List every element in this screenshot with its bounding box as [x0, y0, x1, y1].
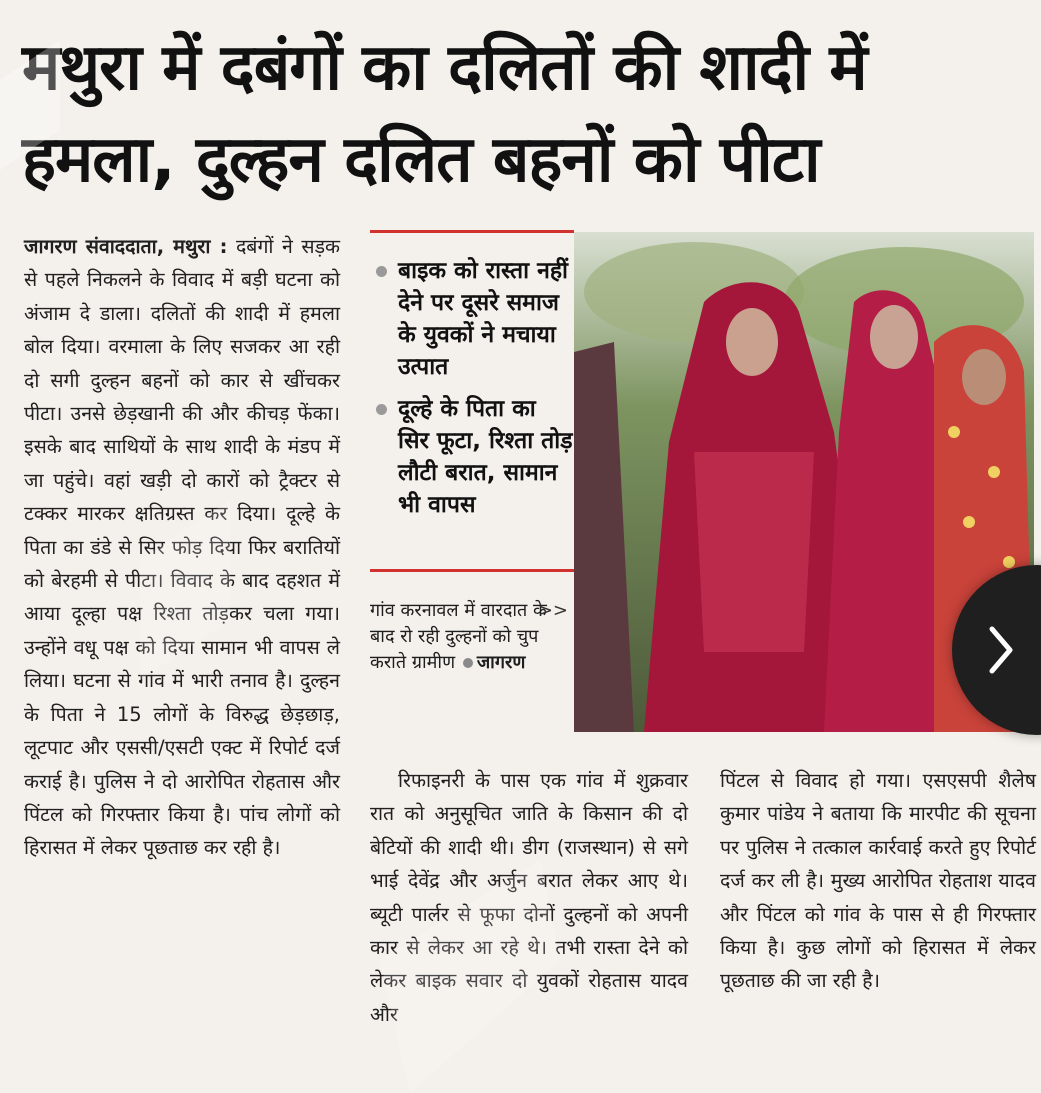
photo-caption — [370, 598, 574, 676]
story-text-2: रिफाइनरी के पास एक गांव में शुक्रवार रात को अनुसूचित जाति के किसान की दो बेटियों की शादी थी। डीग (राजस्थान) से सगे भाई देवेंद्र और अर्जुन बरात लेकर आए थे। ब्यूटी पार्लर से फूफा दोनों दुल्हनों को अपनी कार से लेकर आ रहे थे। तभी रास्ता देने को लेकर बाइक सवार दो युवकों रोहतास यादव और — [370, 769, 688, 1026]
caption-arrow: >> — [537, 600, 568, 621]
caption-text: गांव करनावल में वारदात के बाद रो रही दुल्हनों को चुप कराते ग्रामीण — [370, 600, 547, 673]
byline: जागरण संवाददाता, मथुरा : — [24, 235, 228, 258]
highlight-item — [370, 255, 574, 383]
bullet-dot-icon — [376, 404, 387, 415]
bullet-dot-icon — [376, 266, 387, 277]
headline-line-1: मथुरा में दबंगों का दलितों की शादी में — [22, 31, 867, 105]
story-column-1 — [24, 230, 340, 865]
caption-credit: जागरण — [476, 652, 526, 673]
highlight-item — [370, 393, 574, 521]
highlight-text: बाइक को रास्ता नहीं देने पर दूसरे समाज के युवकों ने मचाया उत्पात — [398, 258, 569, 380]
headline — [22, 22, 1022, 206]
highlights-box — [370, 230, 574, 572]
story-column-2 — [370, 764, 688, 1031]
highlight-text: दूल्हे के पिता का सिर फूटा, रिश्ता तोड़ लौटी बरात, सामान भी वापस — [398, 396, 573, 518]
story-text-1: दबंगों ने सड़क से पहले निकलने के विवाद में बड़ी घटना को अंजाम दे डाला। दलितों की शादी में हमला बोल दिया। वरमाला के लिए सजकर आ रही दो सगी दुल्हन बहनों को कार से खींचकर पीटा। उनसे छेड़खानी की और कीचड़ फेंका। इसके बाद साथियों के साथ शादी के मंडप में जा पहुंचे। वहां खड़ी दो कारों को ट्रैक्टर से टक्कर मारकर क्षतिग्रस्त कर दिया। दूल्हे के पिता का डंडे से सिर फोड़ दिया फिर बरातियों को बेरहमी से पीटा। विवाद के बाद दहशत में आया दूल्हा पक्ष रिश्ता तोड़कर चला गया। उन्होंने वधू पक्ष को दिया सामान भी वापस ले लिया। घटना से गांव में भारी तनाव है। दुल्हन के पिता ने 15 लोगों के विरुद्ध छेड़छाड़, लूटपाट और एससी/एसटी एक्ट में रिपोर्ट दर्ज कराई है। पुलिस ने दो आरोपित रोहतास और पिंटल को गिरफ्तार किया है। पांच लोगों को हिरासत में लेकर पूछताछ कर रही है। — [24, 235, 341, 860]
bullet-dot-icon — [463, 658, 473, 668]
story-text-3: पिंटल से विवाद हो गया। एसएसपी शैलेष कुमार पांडेय ने बताया कि मारपीट की सूचना पर पुलिस ने तत्काल कार्रवाई करते हुए रिपोर्ट दर्ज कर ली है। मुख्य आरोपित रोहताश यादव और पिंटल को गांव के पास से ही गिरफ्तार किया है। कुछ लोगों को हिरासत में लेकर पूछताछ की जा रही है। — [720, 769, 1036, 993]
chevron-right-icon — [986, 625, 1016, 675]
story-column-3 — [720, 764, 1036, 998]
headline-line-2: हमला, दुल्हन दलित बहनों को पीटा — [22, 123, 820, 197]
